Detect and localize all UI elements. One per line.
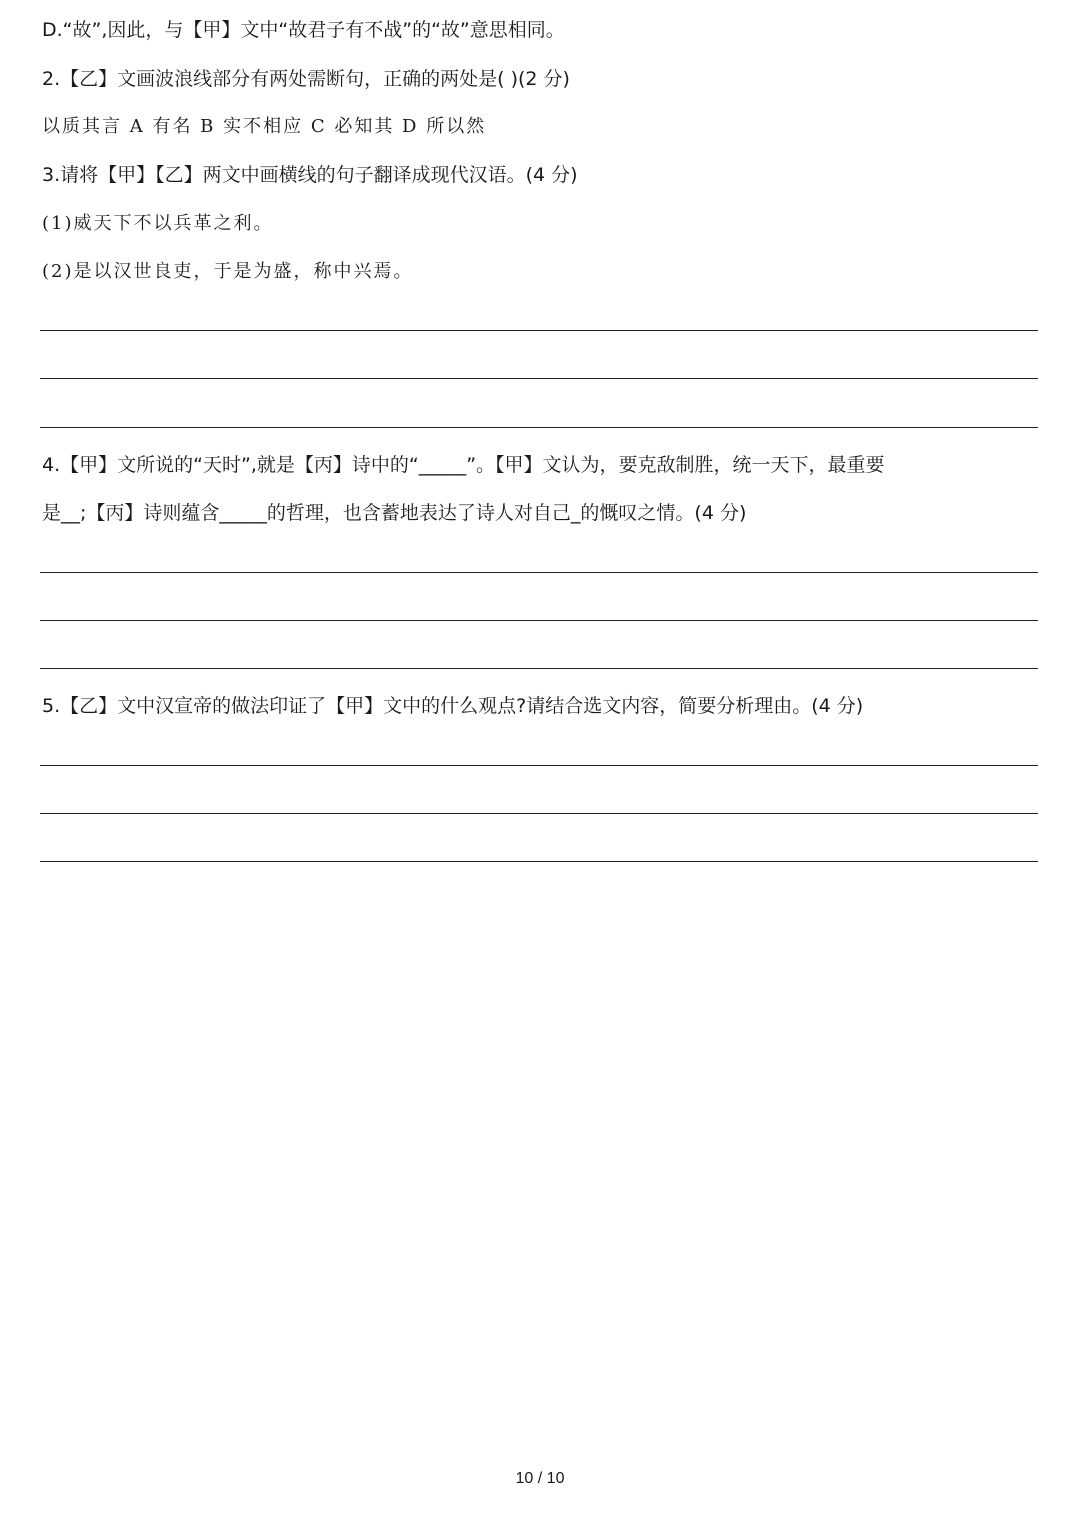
- answer-line: [40, 765, 1038, 766]
- answer-line: [40, 427, 1038, 428]
- answer-line: [40, 813, 1038, 814]
- question-3-prompt: 3.请将【甲】【乙】两文中画横线的句子翻译成现代汉语。(4 分): [42, 164, 578, 186]
- question-2-prompt: 2.【乙】文画波浪线部分有两处需断句，正确的两处是( )(2 分): [42, 68, 570, 90]
- question-3-item-2: (2)是以汉世良吏，于是为盛，称中兴焉。: [42, 261, 414, 282]
- question-2-options: 以质其言 A 有名 B 实不相应 C 必知其 D 所以然: [42, 116, 487, 137]
- question-3-item-1: (1)威天下不以兵革之利。: [42, 213, 274, 234]
- question-4-line-2: 是__;【丙】诗则蕴含_____的哲理，也含蓄地表达了诗人对自己_的慨叹之情。(4 分): [42, 502, 747, 524]
- answer-line: [40, 861, 1038, 862]
- answer-line: [40, 620, 1038, 621]
- answer-line: [40, 378, 1038, 379]
- question-5-prompt: 5.【乙】文中汉宣帝的做法印证了【甲】文中的什么观点?请结合选文内容，简要分析理由。(4 分): [42, 695, 864, 717]
- answer-line: [40, 330, 1038, 331]
- page-number: 10 / 10: [515, 1470, 565, 1487]
- answer-line: [40, 572, 1038, 573]
- question-1-option-d: D.“故”,因此，与【甲】文中“故君子有不战”的“故”意思相同。: [42, 19, 565, 41]
- question-4-line-1: 4.【甲】文所说的“天时”,就是【丙】诗中的“_____”。【甲】文认为，要克敌制胜，统一天下，最重要: [42, 454, 885, 476]
- answer-line: [40, 668, 1038, 669]
